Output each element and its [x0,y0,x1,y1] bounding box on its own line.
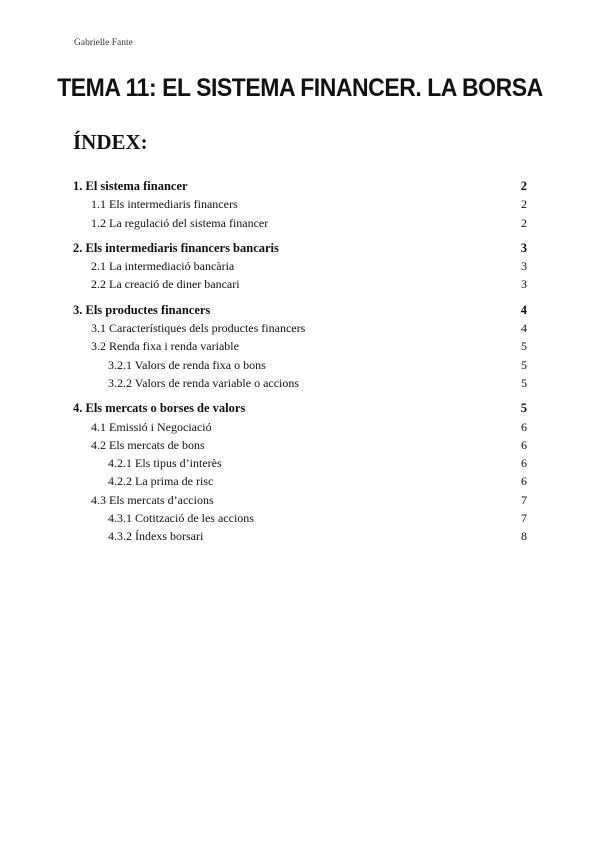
toc-entry[interactable] [73,214,527,232]
toc-entry-label: 4.2.1 Els tipus d’interès [108,456,222,471]
toc-entry-label: 3.2.1 Valors de renda fixa o bons [108,357,266,372]
toc-entry-page: 2 [521,197,527,212]
toc-entry-page: 3 [521,259,527,274]
toc-entry-label: 2. Els intermediaris financers bancaris [73,240,279,255]
toc-section-2 [73,239,527,294]
toc-entry-page: 4 [520,302,527,317]
toc-entry-label: 4. Els mercats o borses de valors [73,401,246,416]
toc-entry-page: 6 [521,474,527,489]
toc-entry[interactable] [73,319,527,337]
toc-entry-label: 1.1 Els intermediaris financers [91,197,238,212]
toc-section-3 [73,301,527,392]
toc-entry-label: 4.3 Els mercats d’accions [91,492,214,507]
toc-entry-label: 4.2 Els mercats de bons [91,437,205,452]
toc-entry[interactable] [73,337,527,355]
toc-entry[interactable] [73,472,527,490]
toc-entry-label: 4.1 Emissió i Negociació [91,419,212,434]
toc-entry-label: 3.2.2 Valors de renda variable o accions [108,375,300,390]
toc-entry-page: 6 [521,437,527,452]
toc-entry-page: 3 [520,240,527,255]
toc-section-4 [73,399,527,545]
toc-entry[interactable] [73,177,527,195]
index-heading: ÍNDEX: [73,130,148,154]
toc-entry[interactable] [73,436,527,454]
toc-entry[interactable] [73,374,527,392]
toc-entry[interactable] [73,239,527,257]
author-name: Gabrielle Fante [74,38,133,48]
toc-entry-label: 4.3.1 Cotització de les accions [108,511,254,526]
toc-entry-page: 5 [520,401,527,416]
toc-entry-label: 4.2.2 La prima de risc [108,474,214,489]
toc-entry[interactable] [73,301,527,319]
toc-entry[interactable] [73,509,527,527]
toc-entry-label: 2.2 La creació de diner bancari [91,277,240,292]
toc-entry[interactable] [73,275,527,293]
toc-entry[interactable] [73,356,527,374]
toc-entry[interactable] [73,491,527,509]
toc-entry-label: 4.3.2 Índexs borsari [108,529,204,544]
toc-entry-page: 6 [521,456,527,471]
toc-entry-page: 5 [521,339,527,354]
toc-entry-page: 6 [521,419,527,434]
toc-entry[interactable] [73,399,527,417]
toc-entry-page: 3 [521,277,527,292]
toc-entry-page: 4 [521,321,527,336]
toc-section-1 [73,177,527,232]
toc-entry[interactable] [73,527,527,545]
toc-entry-label: 3. Els productes financers [73,302,211,317]
toc-entry[interactable] [73,257,527,275]
toc-entry[interactable] [73,418,527,436]
toc-entry-label: 2.1 La intermediació bancària [91,259,235,274]
toc-entry-page: 8 [521,529,527,544]
toc-entry-page: 2 [521,215,527,230]
toc-entry-label: 3.2 Renda fixa i renda variable [91,339,239,354]
toc-entry-page: 5 [521,375,527,390]
toc-entry-page: 7 [521,511,527,526]
table-of-contents [73,177,527,553]
toc-entry-page: 7 [521,492,527,507]
toc-entry-page: 2 [520,179,527,193]
toc-entry[interactable] [73,454,527,472]
toc-entry-label: 3.1 Característiques dels productes financers [91,321,306,336]
document-title: TEMA 11: EL SISTEMA FINANCER. LA BORSA [57,74,543,102]
toc-entry-label: 1.2 La regulació del sistema financer [91,215,269,230]
toc-entry-label: 1. El sistema financer [73,179,188,193]
toc-entry[interactable] [73,195,527,213]
toc-entry-page: 5 [521,357,527,372]
